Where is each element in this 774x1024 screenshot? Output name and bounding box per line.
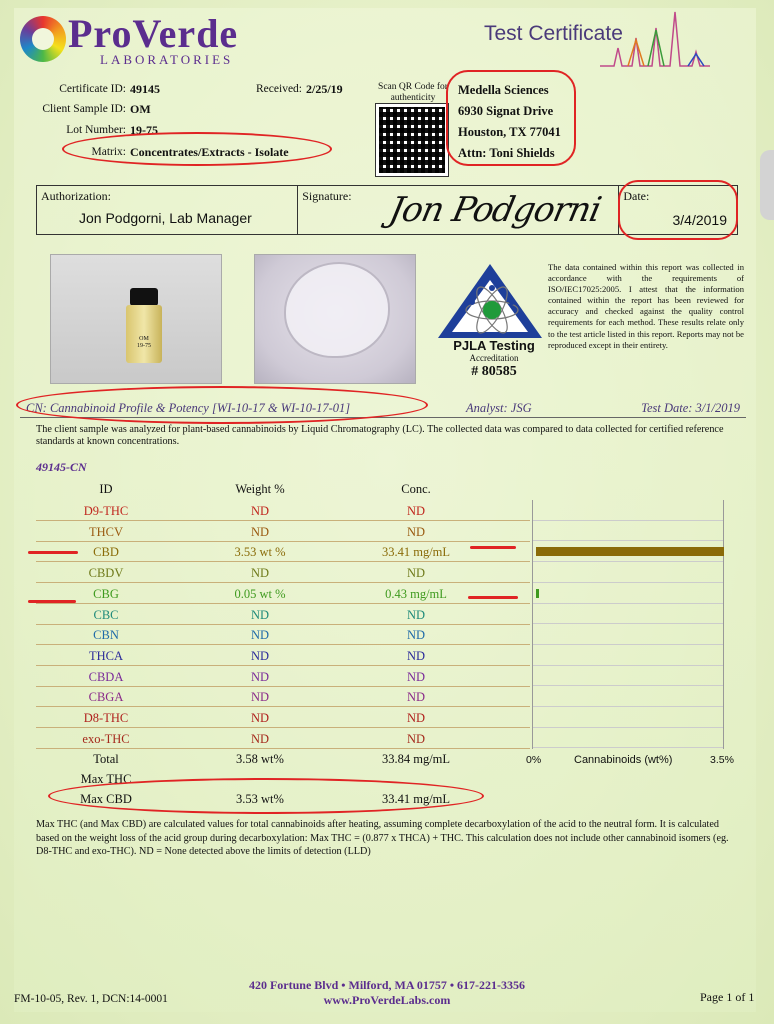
table-row — [36, 728, 530, 749]
cell-conc: ND — [406, 504, 426, 518]
column-header-id: ID — [99, 482, 113, 496]
cell-weight: ND — [250, 607, 270, 622]
chart-gridline — [533, 561, 723, 562]
cell-id: CBC — [93, 607, 119, 622]
cell-weight: 3.53 wt % — [234, 545, 286, 560]
window-edge-tab[interactable] — [760, 150, 774, 220]
cell-weight: ND — [250, 504, 270, 518]
test-date: Test Date: 3/1/2019 — [641, 401, 740, 415]
cell-id: CBD — [93, 545, 119, 560]
max-thc-label: Max THC — [80, 772, 132, 786]
cell-conc: ND — [406, 524, 426, 539]
date-label: Date: — [623, 189, 650, 203]
chart-gridline — [533, 603, 723, 604]
chart-bar-cbd — [536, 547, 724, 556]
chart-axis-label: Cannabinoids (wt%) — [574, 754, 673, 766]
chart-gridline — [533, 706, 723, 707]
logo-subtitle: LABORATORIES — [100, 52, 234, 67]
certificate-id-label: Certificate ID: — [59, 83, 126, 95]
cell-id: D8-THC — [83, 711, 129, 725]
cannabinoid-chart — [532, 500, 724, 749]
max-thc-note: Max THC (and Max CBD) are calculated values for total cannabinoids after heating, assuming complete decarboxylation of the acid to the neutral form. It is calculated based on the weight loss of the acid group during decarboxylation: Max THC = (0.877 x THCA) + THC. This calculation does not include other cannabinoid isomers (eg. D8-THC and exo-THC). ND = None detected above the limits of detection (LLD) — [36, 819, 729, 857]
logo-wordmark: ProVerde — [68, 11, 239, 56]
cell-id: CBN — [93, 628, 119, 643]
page-title: Test Certificate — [484, 22, 623, 45]
chromatogram-icon — [600, 8, 710, 70]
pjla-subtitle: Accreditation — [469, 353, 519, 363]
date-highlight — [618, 180, 738, 240]
table-row — [36, 686, 530, 707]
max-cbd-conc: 33.41 mg/mL — [381, 792, 451, 806]
authorization-label: Authorization: — [41, 189, 111, 203]
cell-id: CBDA — [88, 669, 124, 684]
matrix-highlight — [62, 132, 332, 166]
client-name: Medella Sciences — [458, 83, 549, 97]
chart-gridline — [533, 623, 723, 624]
cell-id: CBDV — [88, 566, 124, 581]
cbd-right-mark — [470, 546, 516, 549]
cell-weight: ND — [250, 731, 270, 746]
cell-id: THCV — [88, 524, 124, 539]
chart-gridline — [533, 747, 723, 748]
cell-conc: ND — [406, 711, 426, 725]
table-row — [36, 604, 530, 625]
cell-conc: ND — [406, 628, 426, 643]
total-conc: 33.84 mg/mL — [381, 752, 451, 766]
analyst: Analyst: JSG — [466, 401, 532, 415]
method-highlight — [16, 386, 428, 424]
cell-weight: ND — [250, 669, 270, 684]
cell-conc: ND — [406, 669, 426, 684]
pjla-title: PJLA Testing — [453, 338, 535, 353]
batch-id: 49145-CN — [36, 460, 87, 474]
chart-gridline — [533, 685, 723, 686]
attestation-text: The data contained within this report was collected in accordance with the requirements of ISO/IEC17025:2005. I attest that the information contained within the report has been reviewed for accuracy and checked against the quality control requirements for each method. These results relate only to the test article listed in this report. Reports may not be reproduced except in their entirety. — [548, 262, 744, 350]
cell-weight: ND — [250, 566, 270, 581]
cell-weight: ND — [250, 628, 270, 643]
chart-axis-min: 0% — [526, 754, 542, 766]
cell-conc: ND — [406, 607, 426, 622]
matrix-value: Concentrates/Extracts - Isolate — [130, 145, 289, 159]
footer-website[interactable]: www.ProVerdeLabs.com — [323, 993, 451, 1007]
table-row — [36, 624, 530, 645]
sample-droplet — [284, 262, 390, 358]
signature-cell — [298, 186, 619, 234]
table-row — [36, 666, 530, 687]
qr-code-label: Scan QR Code for authenticity — [378, 82, 448, 103]
chart-bar-cbg — [536, 589, 539, 598]
footer-address: 420 Fortune Blvd • Milford, MA 01757 • 617-221-3356 — [248, 978, 526, 992]
client-sample-id-label: Client Sample ID: — [42, 103, 126, 115]
cell-id: THCA — [88, 648, 124, 663]
chart-gridline — [533, 727, 723, 728]
form-id: FM-10-05, Rev. 1, DCN:14-0001 — [14, 993, 168, 1005]
max-cbd-weight: 3.53 wt% — [236, 792, 284, 806]
cell-conc: ND — [406, 731, 426, 746]
table-row — [36, 645, 530, 666]
cbg-left-mark — [28, 600, 76, 603]
total-label: Total — [93, 752, 119, 766]
authorization-date: 3/4/2019 — [672, 212, 727, 228]
vial-cap — [130, 288, 158, 306]
chart-gridline — [533, 665, 723, 666]
table-row — [36, 500, 530, 521]
client-street: 6930 Signat Drive — [458, 104, 554, 118]
table-row — [36, 541, 530, 562]
cell-weight: ND — [250, 524, 270, 539]
cell-weight: ND — [250, 648, 270, 663]
total-row — [36, 752, 530, 770]
cell-id: exo-THC — [82, 731, 130, 746]
cell-id: CBG — [93, 586, 119, 601]
proverde-logo-icon — [20, 16, 66, 62]
column-header-conc: Conc. — [401, 482, 431, 496]
signature: Jon Podgorni — [385, 190, 605, 230]
max-cbd-label: Max CBD — [80, 792, 132, 806]
cell-weight: ND — [250, 690, 270, 705]
chart-gridline — [533, 540, 723, 541]
cell-weight: 0.05 wt % — [234, 586, 286, 601]
cbd-left-mark — [28, 551, 78, 554]
cbg-right-mark — [468, 596, 518, 599]
received-date: 2/25/19 — [306, 82, 343, 96]
max-cbd-highlight — [48, 778, 484, 814]
table-row — [36, 562, 530, 583]
matrix-label: Matrix: — [91, 146, 126, 158]
method-name: CN: Cannabinoid Profile & Potency [WI-10-17 & WI-10-17-01] — [26, 401, 351, 415]
qr-code[interactable] — [376, 104, 448, 176]
client-sample-id: OM — [130, 102, 151, 116]
certificate-id: 49145 — [130, 82, 160, 96]
cell-conc: 33.41 mg/mL — [381, 545, 451, 560]
cell-conc: ND — [406, 566, 426, 581]
pjla-accreditation-icon — [438, 262, 548, 340]
page-number: Page 1 of 1 — [700, 990, 755, 1004]
chart-gridline — [533, 582, 723, 583]
lot-number: 19-75 — [130, 123, 158, 137]
cell-conc: ND — [406, 648, 426, 663]
signature-label: Signature: — [302, 189, 352, 203]
vial-body — [126, 305, 162, 363]
table-row — [36, 707, 530, 728]
client-address-highlight — [446, 70, 576, 166]
cell-id: D9-THC — [83, 504, 129, 518]
cell-conc: 0.43 mg/mL — [385, 586, 447, 601]
table-row — [36, 583, 530, 604]
client-city: Houston, TX 77041 — [458, 125, 561, 139]
authorization-cell — [37, 186, 298, 234]
lot-number-label: Lot Number: — [66, 124, 126, 136]
received-label: Received: — [256, 83, 302, 95]
client-attention: Attn: Toni Shields — [458, 146, 555, 160]
authorizer-name: Jon Podgorni, Lab Manager — [79, 210, 252, 226]
chart-gridline — [533, 644, 723, 645]
column-header-weight: Weight % — [235, 482, 285, 496]
table-row — [36, 521, 530, 542]
chart-gridline — [533, 520, 723, 521]
cell-conc: ND — [406, 690, 426, 705]
cell-weight: ND — [250, 711, 270, 725]
method-description: The client sample was analyzed for plant-based cannabinoids by Liquid Chromatography (LC). The collected data was compared to data collected for certified reference standards at known concentrations. — [36, 424, 724, 447]
total-weight: 3.58 wt% — [236, 752, 284, 766]
chart-axis-max: 3.5% — [710, 754, 734, 766]
cell-id: CBGA — [88, 690, 124, 705]
vial-label: OM 19-75 — [137, 336, 151, 349]
pjla-number: # 80585 — [471, 364, 517, 379]
